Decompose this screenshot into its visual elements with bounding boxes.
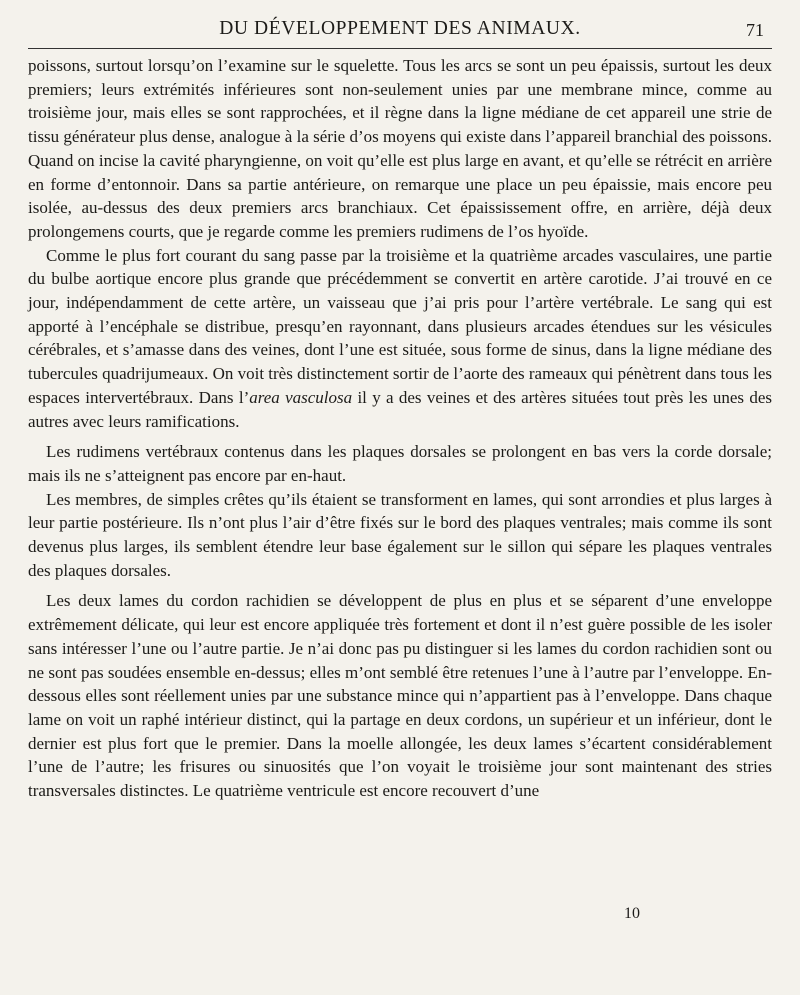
signature-mark: 10 — [624, 905, 640, 922]
paragraph: poissons, surtout lorsqu’on l’examine sur le squelette. Tous les arcs se sont un peu épaissis, surtout les deux premiers; leurs extrémités inférieures sont non-seulement unies par une membrane mince, comme au troisième jour, mais elles se sont rapprochées, et il règne dans la ligne médiane de cet appareil une strie de tissu générateur plus dense, analogue à la série d’os moyens qui existe dans l’appareil branchial des poissons. Quand on incise la cavité pharyngienne, on voit qu’elle est plus large en avant, et qu’elle se rétrécit en arrière en forme d’entonnoir. Dans sa partie antérieure, on remarque une place un peu épaissie, mais encore peu isolée, au-dessus des deux premiers arcs branchiaux. Cet épaississement offre, en arrière, déjà deux prolongemens courts, que je regarde comme les premiers rudimens de l’os hyoïde. — [28, 56, 773, 241]
body-text — [28, 54, 772, 803]
paragraph: Les membres, de simples crêtes qu’ils étaient se transforment en lames, qui sont arrondies et plus larges à leur partie postérieure. Ils n’ont plus l’air d’être fixés sur le bord des plaques ventrales; mais comme ils sont devenus plus larges, ils semblent étendre leur base également sur le sillon qui sépare les plaques ventrales des plaques dorsales. — [28, 489, 772, 580]
paragraph-text: il y a des veines et des artères situées tout près les unes des autres avec leurs ramifications. — [28, 387, 772, 431]
italic-term: area vasculosa — [249, 387, 353, 407]
paragraph: Les rudimens vertébraux contenus dans les plaques dorsales se prolongent en bas vers la corde dorsale; mais ils ne s’atteignent pas encore par en-haut. — [28, 442, 772, 485]
running-title: DU DÉVELOPPEMENT DES ANIMAUX. — [219, 18, 581, 39]
page-number: 71 — [746, 20, 764, 40]
paragraph — [28, 244, 772, 434]
document-page — [28, 14, 772, 803]
paragraph-text: Comme le plus fort courant du sang passe par la troisième et la quatrième arcades vasculaires, une partie du bulbe aortique encore plus grande que précédemment se convertit en artère carotide. J’ai trouvé en ce jour, indépendamment de cette artère, un vaisseau que j’ai pris pour l’artère vertébrale. Le sang qui est apporté à l’encéphale se distribue, presqu’en rayonnant, dans plusieurs arcades étendues sur les vésicules cérébrales, et s’amasse dans des veines, dont l’une est située, sous forme de sinus, dans la ligne médiane des tubercules quadrijumeaux. On voit très distinctement sortir de l’aorte des rameaux qui pénètrent dans tous les espaces intervertébraux. Dans l’ — [28, 245, 773, 407]
running-header — [28, 14, 772, 49]
paragraph: Les deux lames du cordon rachidien se développent de plus en plus et se séparent d’une enveloppe extrêmement délicate, qui leur est encore appliquée très fortement et dont il n’est guère possible de les isoler sans intéresser l’une ou l’autre partie. Je n’ai donc pas pu distinguer si les lames du cordon rachidien sont ou ne sont pas soudées ensemble en-dessus; elles m’ont semblé être retenues l’une à l’autre par l’enveloppe. En-dessous elles sont réellement unies par une substance mince qui n’appartient pas à l’enveloppe. Dans chaque lame on voit un raphé intérieur distinct, qui la partage en deux cordons, un supérieur et un inférieur, dont le dernier est plus fort que le premier. Dans la moelle allongée, les deux lames s’écartent considérablement l’une de l’autre; les frisures ou sinuosités que l’on voyait le troisième jour sont maintenant des stries transversales distinctes. Le quatrième ventricule est encore recouvert d’une — [28, 591, 772, 801]
